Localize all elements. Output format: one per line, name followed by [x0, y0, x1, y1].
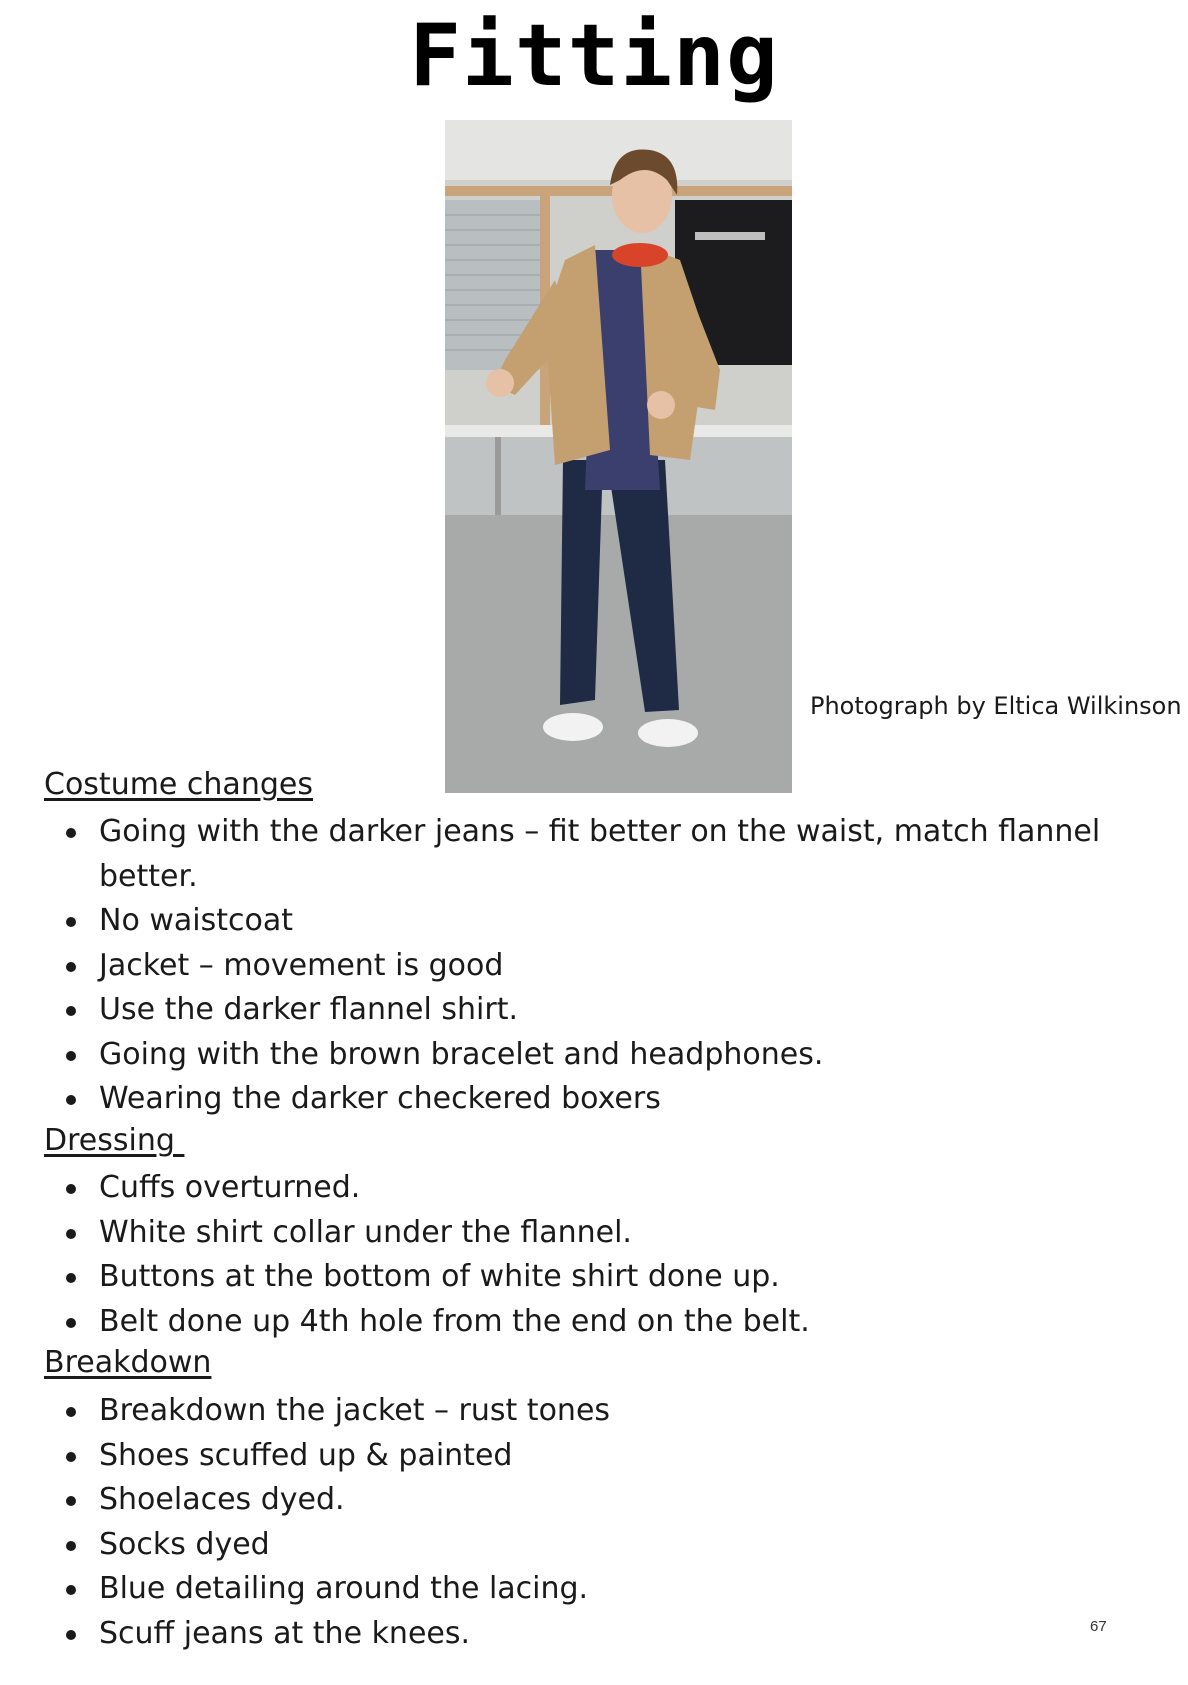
list-item: Blue detailing around the lacing. [44, 1567, 1124, 1612]
list-item: Scuff jeans at the knees. [44, 1612, 1124, 1657]
list-item: Shoes scuffed up & painted [44, 1434, 1124, 1479]
list-item: Use the darker flannel shirt. [44, 988, 1124, 1033]
list-item: Buttons at the bottom of white shirt done up. [44, 1255, 1124, 1300]
list-item: No waistcoat [44, 899, 1124, 944]
list-item: Jacket – movement is good [44, 944, 1124, 989]
list-item: Cuffs overturned. [44, 1166, 1124, 1211]
list-item: Going with the brown bracelet and headphones. [44, 1033, 1124, 1078]
list-item: Going with the darker jeans – fit better on the waist, match flannel better. [44, 810, 1124, 899]
costume-changes-list [44, 810, 1124, 1122]
breakdown-list [44, 1389, 1124, 1656]
fitting-photo [445, 120, 792, 793]
section-heading-costume-changes: Costume changes [44, 767, 313, 802]
list-item: Wearing the darker checkered boxers [44, 1077, 1124, 1122]
list-item: Shoelaces dyed. [44, 1478, 1124, 1523]
section-heading-dressing: Dressing [44, 1123, 185, 1158]
photo-caption: Photograph by Eltica Wilkinson [810, 692, 1182, 720]
list-item: Belt done up 4th hole from the end on the belt. [44, 1300, 1124, 1345]
page-title: Fitting [409, 6, 779, 106]
page-number: 67 [1090, 1618, 1107, 1635]
list-item: Socks dyed [44, 1523, 1124, 1568]
list-item: Breakdown the jacket – rust tones [44, 1389, 1124, 1434]
list-item: White shirt collar under the flannel. [44, 1211, 1124, 1256]
dressing-list [44, 1166, 1124, 1344]
section-heading-breakdown: Breakdown [44, 1345, 212, 1380]
